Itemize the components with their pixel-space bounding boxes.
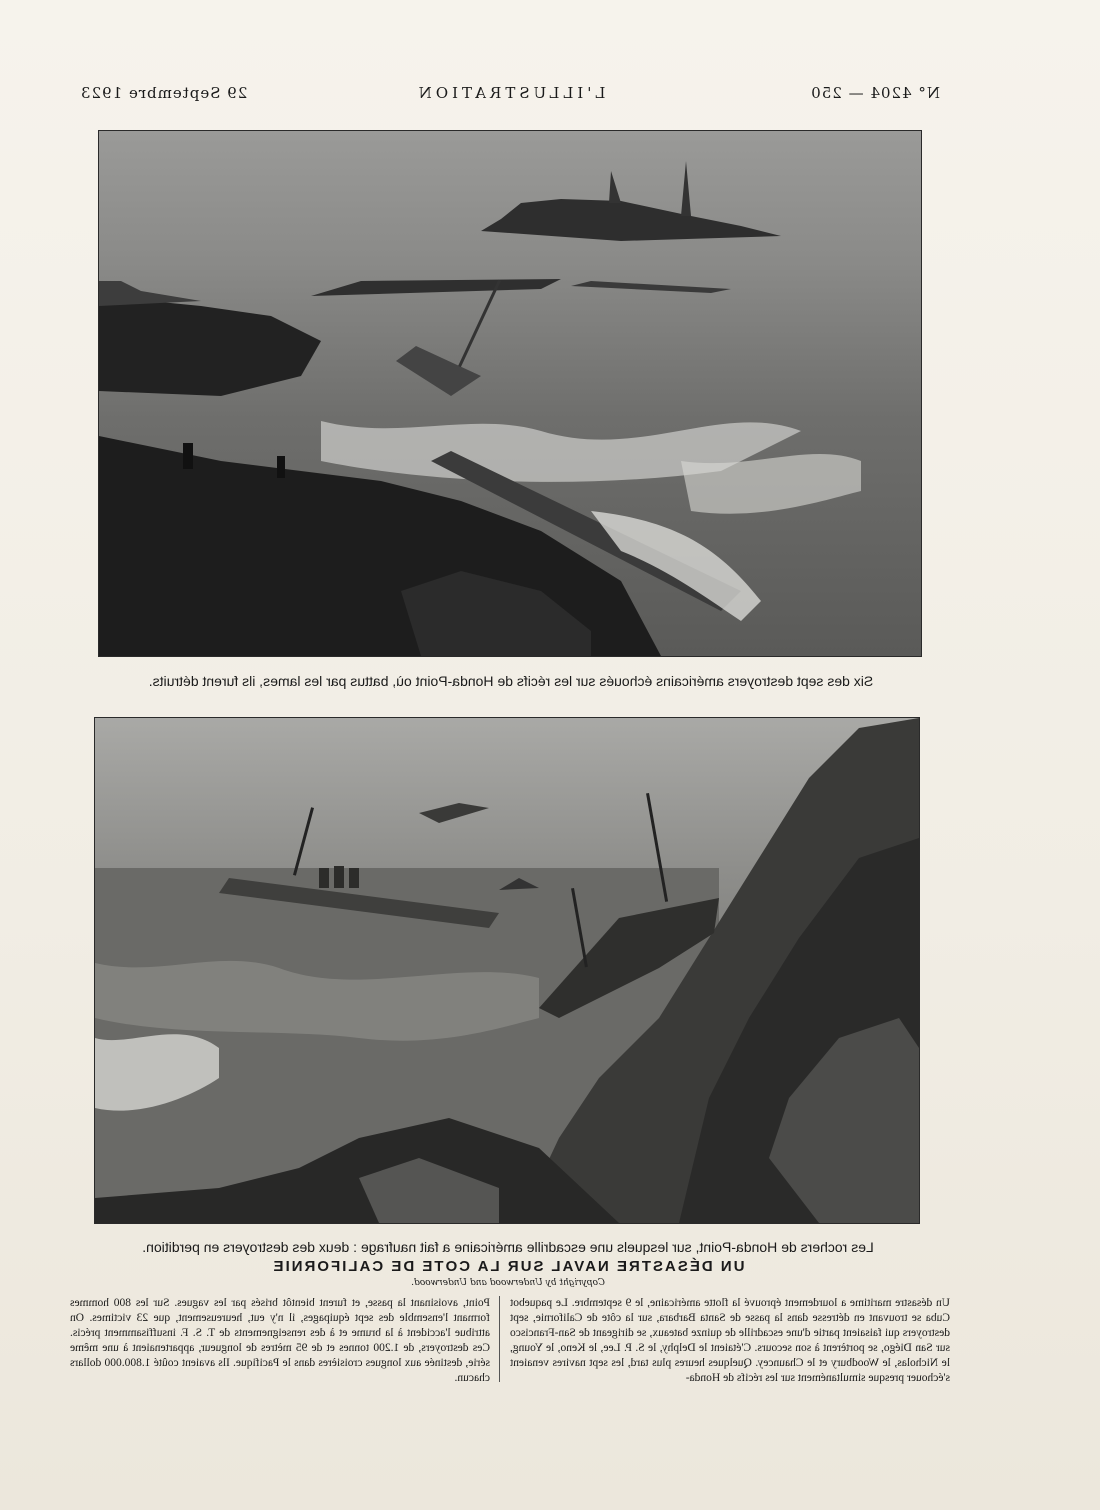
publication-title: L'ILLUSTRATION: [414, 84, 606, 102]
issue-date: 29 Septembre 1923: [80, 84, 248, 102]
photo-credit: Copyright by Underwood and Underwood.: [411, 1278, 605, 1288]
photo-honda-point-rocks: [94, 717, 920, 1224]
column-divider: [499, 1296, 500, 1382]
article-column-first: [510, 1296, 950, 1386]
page-number: N° 4204 — 250: [810, 84, 940, 102]
article-paragraph: Point, avoisinant la passe, et furent bientôt brisés par les vagues. Sur les 800 hommes formant l'ensemble des sept équipages, il n'y eut, heureusement, que 23 victimes. On attribue l'accident à la brume et à des renseignements de T. S. F. insuffisamment précis. Ces destroyers, de 1.200 tonnes et de 95 mètres de longueur, appartenaient à une même série, destinée aux longues croisières dans le Pacifique. Ils avaient coûté 1.800.000 dollars chacun.: [70, 1297, 490, 1384]
bottom-photo-caption: Les rochers de Honda-Point, sur lesquels une escadrille américaine a fait naufrage : deux des destroyers en perdition.: [142, 1239, 874, 1255]
top-photo-caption: Six des sept destroyers américains échoués sur les récifs de Honda-Point où, battus par les lames, ils furent détruits.: [148, 673, 874, 689]
article-column-second: [70, 1296, 490, 1386]
article-paragraph: Un désastre maritime a lourdement éprouvé la flotte américaine, le 9 septembre. Le paquebot Cuba se trouvant en détresse dans la passe de Santa Barbara, sur la côte de Californie, sept destroyers qui faisaient partie d'une escadrille de quinze bateaux, se dirigeant de San-Francisco sur San Diégo, se portèrent à son secours. C'étaient le Delphy, le S. P. Lee, le Keno, le Young, le Nicholas, le Woodbury et le Chauncey. Quelques heures plus tard, les sept navires venaient s'échouer presque simultanément sur les récifs de Honda-: [510, 1297, 950, 1384]
page-header: [80, 84, 940, 108]
article-title: UN DÉSASTRE NAVAL SUR LA COTE DE CALIFORNIE: [271, 1258, 745, 1275]
photo-shipwreck-reefs: [98, 130, 922, 657]
